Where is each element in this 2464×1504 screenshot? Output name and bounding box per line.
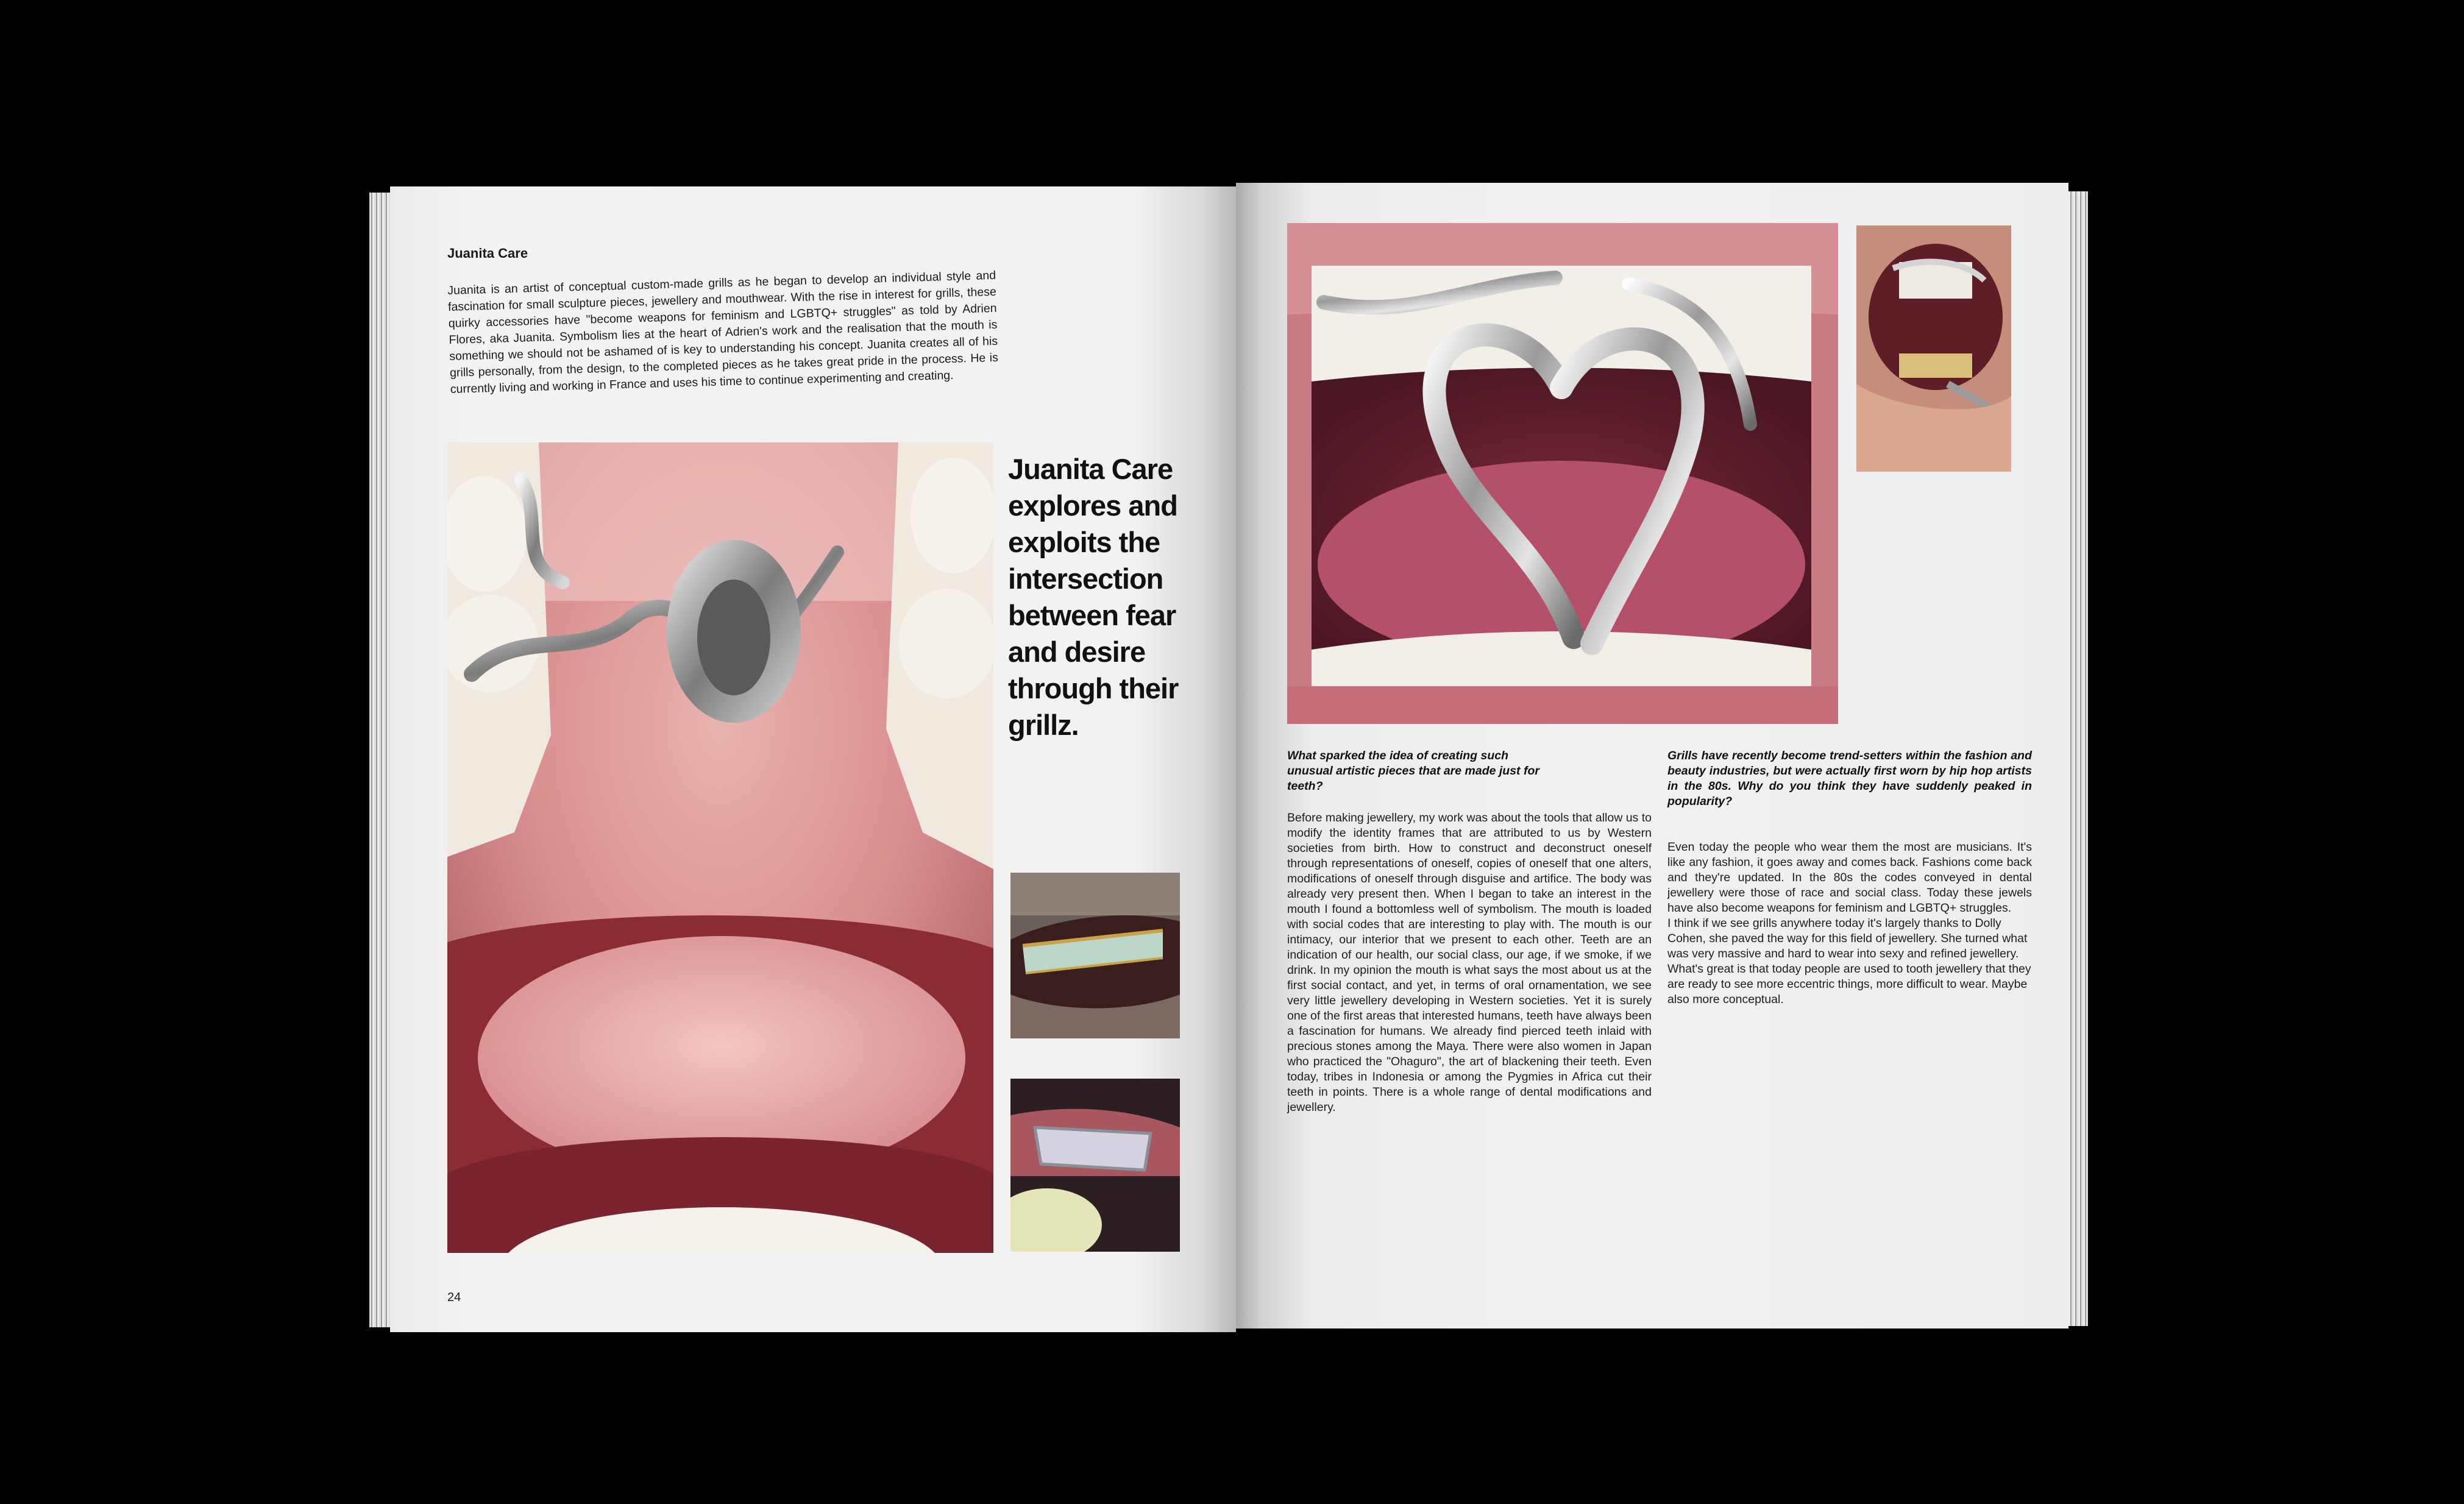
photo-heart-grill [1287,223,1838,724]
pull-quote: Juanita Care explores and exploits the intersection between fear and desire through their grillz. [1008,453,1179,741]
article-label: Juanita Care [447,246,528,261]
photo-gold-grill-smile [1010,873,1180,1038]
question-1: What sparked the idea of creating such unusual artistic pieces that are made just for teeth? [1287,749,1539,793]
answer-1: Before making jewellery, my work was about the tools that allow us to modify the identity frames that are attributed to us by Western societies from birth. How to construct and deconstruct oneself through representations of oneself, copies of oneself that one alters, modifications of oneself through disguise and artifice. The body was already very present then. When I began to take an interest in the mouth I found a bottomless well of symbolism. The mouth is loaded with social codes that are interesting to play with. The mouth is our intimacy, our interior that we present to each other. Teeth are an indication of our health, our social class, our age, if we smoke, if we drink. In my opinion the mouth is what says the most about us at the first social contact, and yet, in terms of oral ornamentation, we see very little jewellery developing in Western societies. Yet it is surely one of the first areas that interested humans, teeth have always been a fascination for humans. We already find pierced teeth inlaid with precious stones among the Maya. There were also women in Japan who practiced the "Ohaguro", the art of blackening their teeth. Even today, tribes in Indonesia or among the Pygmies in Africa cut their teeth in points. There is a whole range of dental modifications and jewellery. [1287,811,1652,1114]
answer-2 [1667,840,2032,1007]
photo-silver-grill [1010,1079,1180,1252]
question-2: Grills have recently become trend-setters within the fashion and beauty industries, but were actually first worn by hip hop artists in the 80s. Why do you think they have suddenly peaked in popularity? [1667,749,2032,808]
answer-2-paragraph-1: Even today the people who wear them the most are musicians. It's like any fashion, it goes away and comes back. Fashions come back and they're updated. In the 80s the codes conveyed in dental jewellery were those of race and social class. Today these jewels have also become weapons for feminism and LGBTQ+ struggles. [1667,840,2032,915]
intro-paragraph: Juanita is an artist of conceptual custom-made grills as he began to develop an individual style and fascination for small sculpture pieces, jewellery and mouthwear. With the rise in interest for grills, these quirky accessories have "become weapons for feminism and LGBTQ+ struggles" as told by Adrien Flores, aka Juanita. Symbolism lies at the heart of Adrien's work and the realisation that the mouth is something we should not be ashamed of is key to understanding his concept. Juanita creates all of his grills personally, from the design, to the completed pieces as he takes great pride in the process. He is currently living and working in France and uses his time to continue experimenting and creating. [447,268,999,396]
answer-2-paragraph-2: I think if we see grills anywhere today it's largely thanks to Dolly Cohen, she paved the way for this field of jewellery. She turned what was very massive and hard to wear into sexy and refined jewellery. What's great is that today people are used to tooth jewellery that they are ready to see more eccentric things, more difficult to wear. Maybe also more conceptual. [1667,917,2031,1006]
photo-palate-grill [447,442,993,1253]
photo-grill-fitting [1856,225,2011,472]
page-number: 24 [447,1291,461,1304]
